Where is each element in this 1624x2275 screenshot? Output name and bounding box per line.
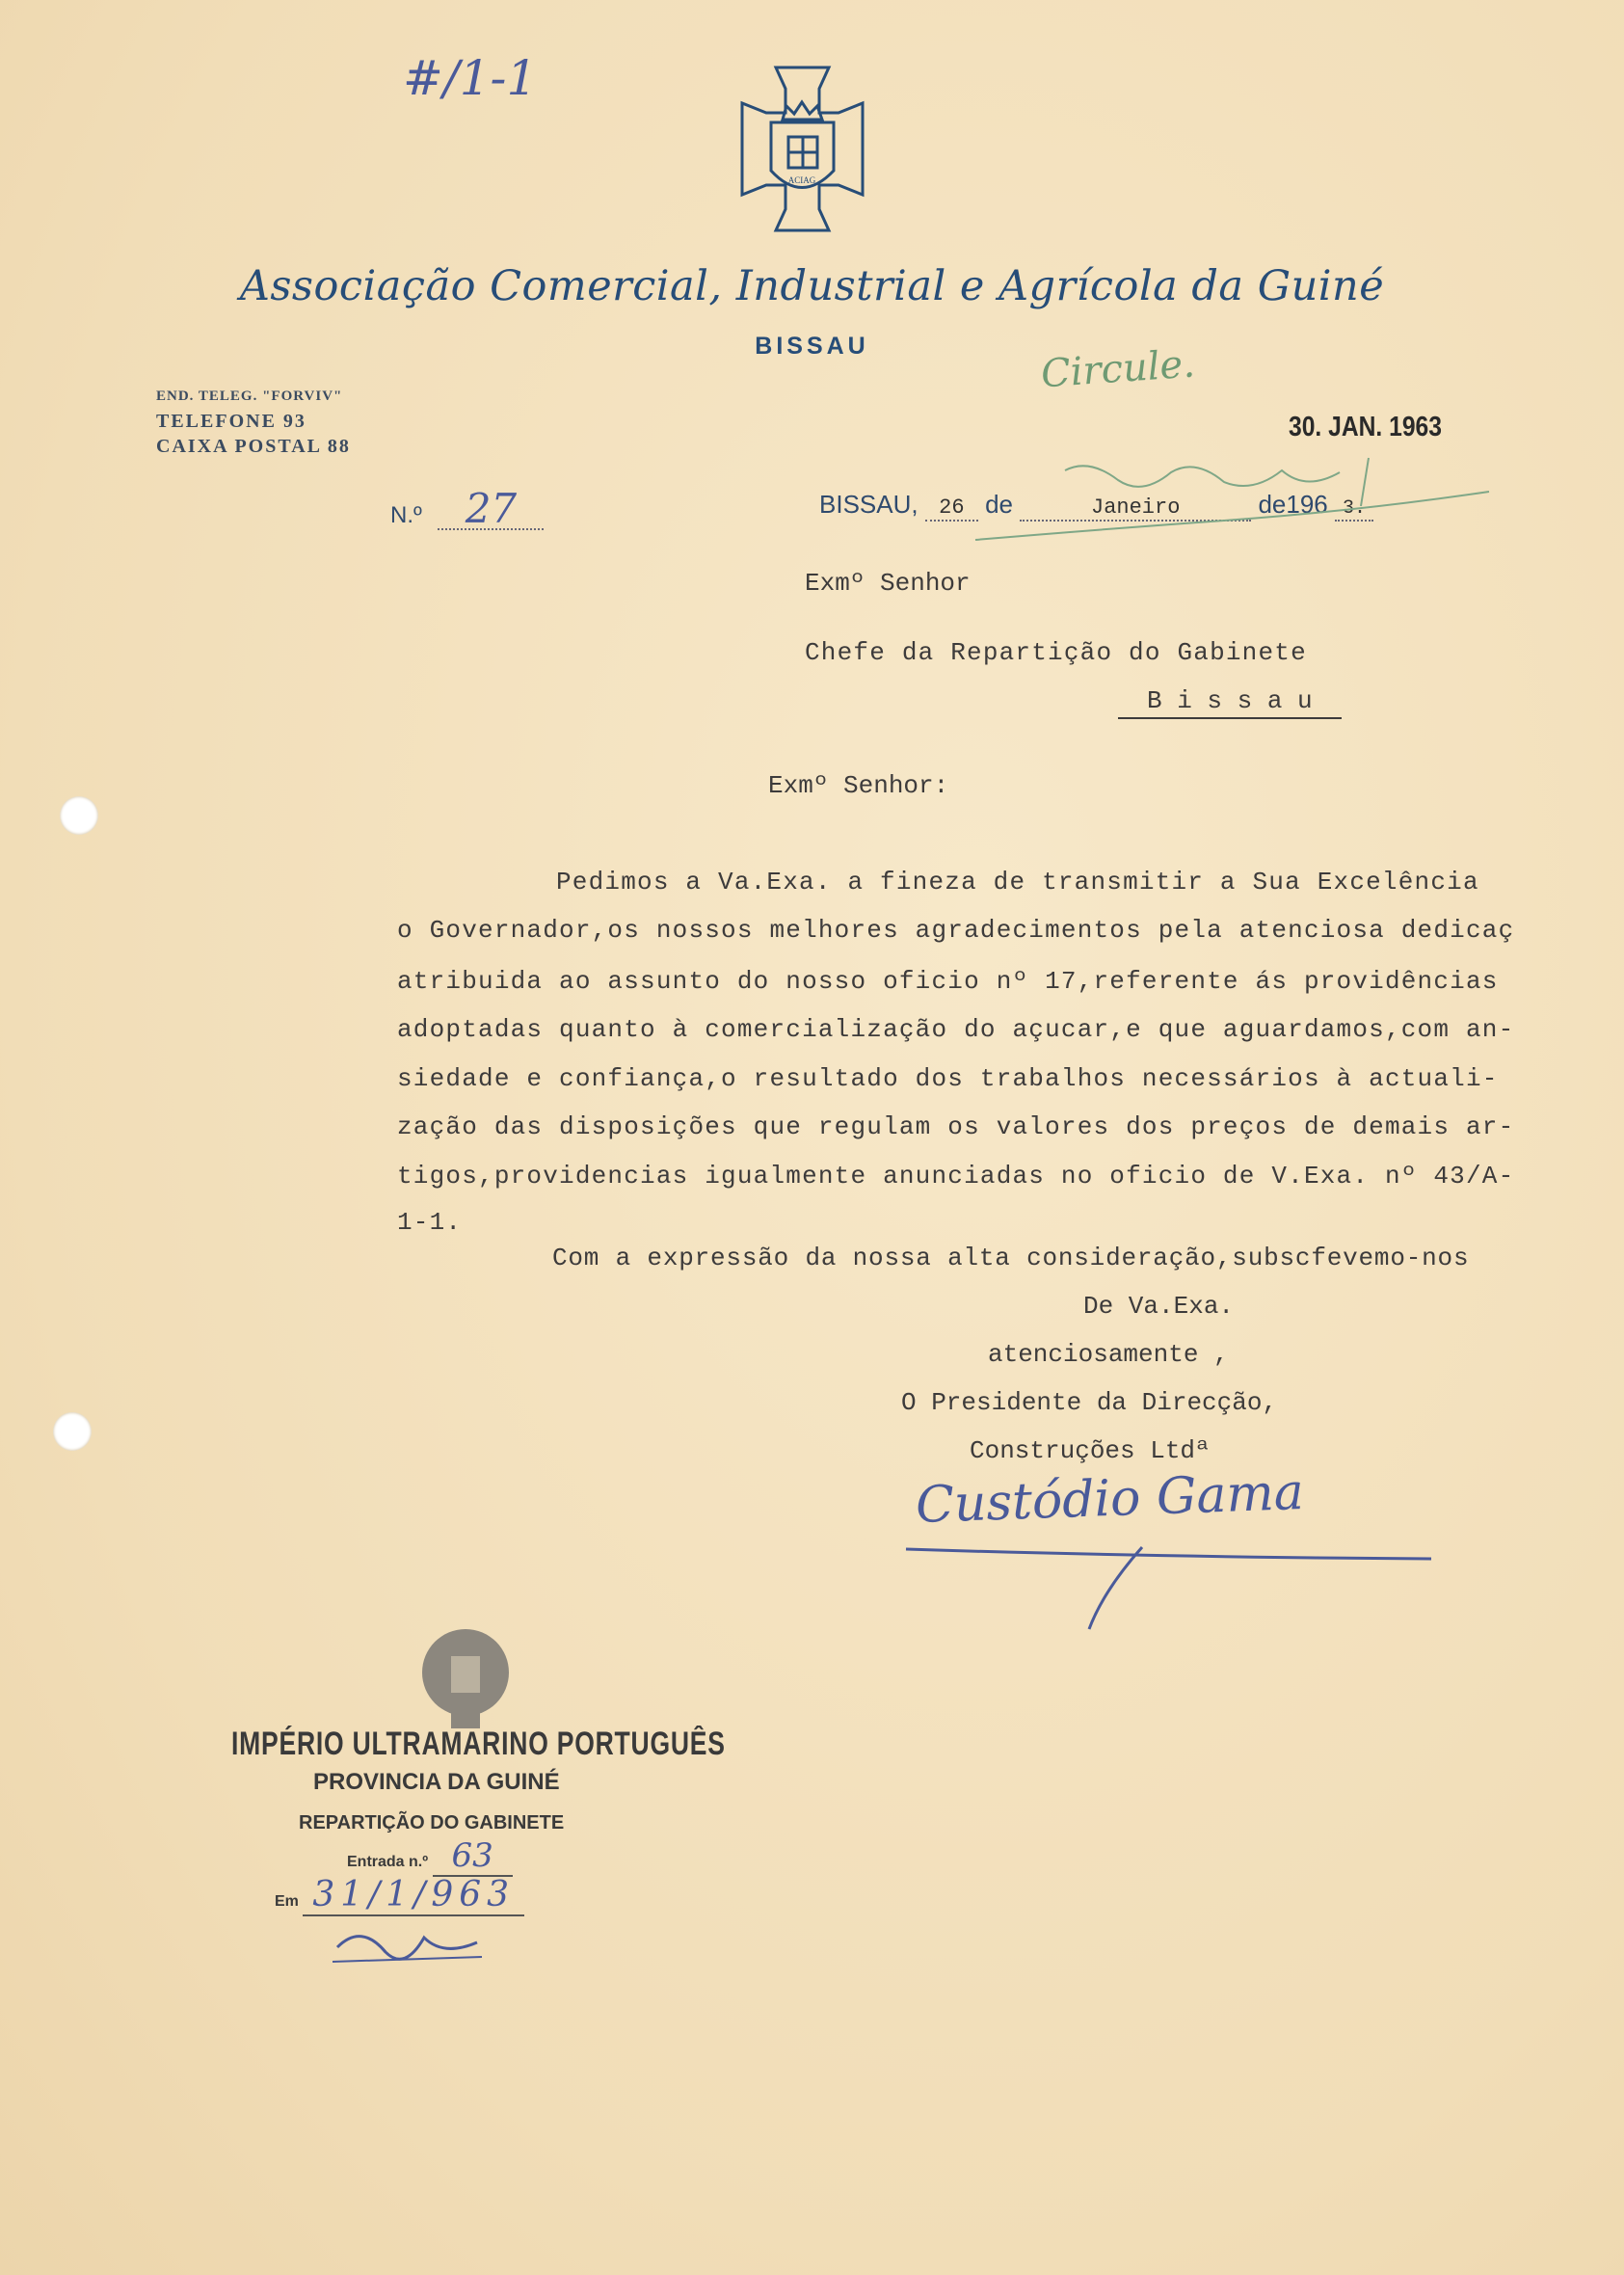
green-initials-mark <box>973 453 1494 559</box>
date-year-suffix: 3. <box>1335 497 1373 522</box>
body-line: atribuida ao assunto do nosso oficio nº 17,referente ás providências <box>397 967 1499 996</box>
closing-line: Com a expressão da nossa alta consideração,subscfevemo-nos <box>552 1244 1470 1272</box>
reference-value: 27 <box>438 490 544 530</box>
stamp-entry-number: 63 <box>433 1836 513 1877</box>
body-line: adoptadas quanto à comercialização do açucar,e que aguardamos,com an- <box>397 1015 1515 1044</box>
punch-hole-lower <box>53 1412 92 1451</box>
annotation-circule: Circule. <box>1039 341 1197 397</box>
handwritten-reference: #/1-1 <box>403 50 538 106</box>
date-place: BISSAU, <box>819 490 918 519</box>
reference-number <box>390 485 544 532</box>
stamp-line-province: PROVINCIA DA GUINÉ <box>313 1769 560 1795</box>
date-year-prefix: 196 <box>1286 490 1328 519</box>
addressee-salutation: Exmº Senhor <box>805 569 971 598</box>
closing-line: O Presidente da Direcção, <box>901 1388 1278 1417</box>
stamp-entry-label: Entrada n.º <box>347 1854 429 1870</box>
coat-of-arms-emblem <box>713 60 892 238</box>
date-de-1: de <box>985 490 1013 519</box>
organization-city: BISSAU <box>755 333 869 360</box>
body-line: zação das disposições que regulam os valores dos preços de demais ar- <box>397 1112 1515 1141</box>
stamp-date-value: 31/1/963 <box>303 1875 524 1916</box>
stamp-date-label: Em <box>275 1893 299 1910</box>
greeting: Exmº Senhor: <box>768 771 949 800</box>
received-date-stamp: 30. JAN. 1963 <box>1289 412 1442 442</box>
date-month: Janeiro <box>1020 495 1251 522</box>
addressee-title: Chefe da Repartição do Gabinete <box>805 638 1307 667</box>
contact-block <box>156 384 351 459</box>
body-line: siedade e confiança,o resultado dos trabalhos necessários à actuali- <box>397 1064 1499 1093</box>
organization-name: Associação Comercial, Industrial e Agrícola da Guiné <box>239 262 1385 310</box>
signature: Custódio Gama <box>915 1462 1305 1536</box>
po-box: CAIXA POSTAL 88 <box>156 436 351 457</box>
closing-line: De Va.Exa. <box>1083 1292 1235 1321</box>
signature-flourish <box>901 1499 1441 1634</box>
stamp-emblem <box>384 1619 547 1735</box>
addressee-location: B i s s a u <box>1118 686 1342 719</box>
telephone: TELEFONE 93 <box>156 411 306 432</box>
emblem-letters: ACIAG <box>787 175 816 185</box>
reference-label: N.º <box>390 502 422 528</box>
stamp-date <box>275 1875 524 1914</box>
closing-line: atenciosamente , <box>988 1340 1229 1369</box>
stamp-line-empire: IMPÉRIO ULTRAMARINO PORTUGUÊS <box>231 1726 726 1762</box>
telegraph-address: END. TELEG. "FORVIV" <box>156 388 343 404</box>
stamp-line-office: REPARTIÇÃO DO GABINETE <box>299 1812 565 1833</box>
body-line: 1-1. <box>397 1208 463 1237</box>
closing-line: Construções Ltdª <box>970 1436 1211 1465</box>
body-line: o Governador,os nossos melhores agradecimentos pela atenciosa dedicaç <box>397 916 1515 945</box>
body-line: tigos,providencias igualmente anunciadas no oficio de V.Exa. nº 43/A- <box>397 1162 1515 1191</box>
body-line: Pedimos a Va.Exa. a fineza de transmitir a Sua Excelência <box>556 868 1479 897</box>
date-day: 26 <box>925 495 978 522</box>
punch-hole-upper <box>60 796 98 835</box>
stamp-entry <box>347 1836 513 1875</box>
stamp-initials <box>333 1918 487 1976</box>
date-de-2: de <box>1258 490 1287 519</box>
